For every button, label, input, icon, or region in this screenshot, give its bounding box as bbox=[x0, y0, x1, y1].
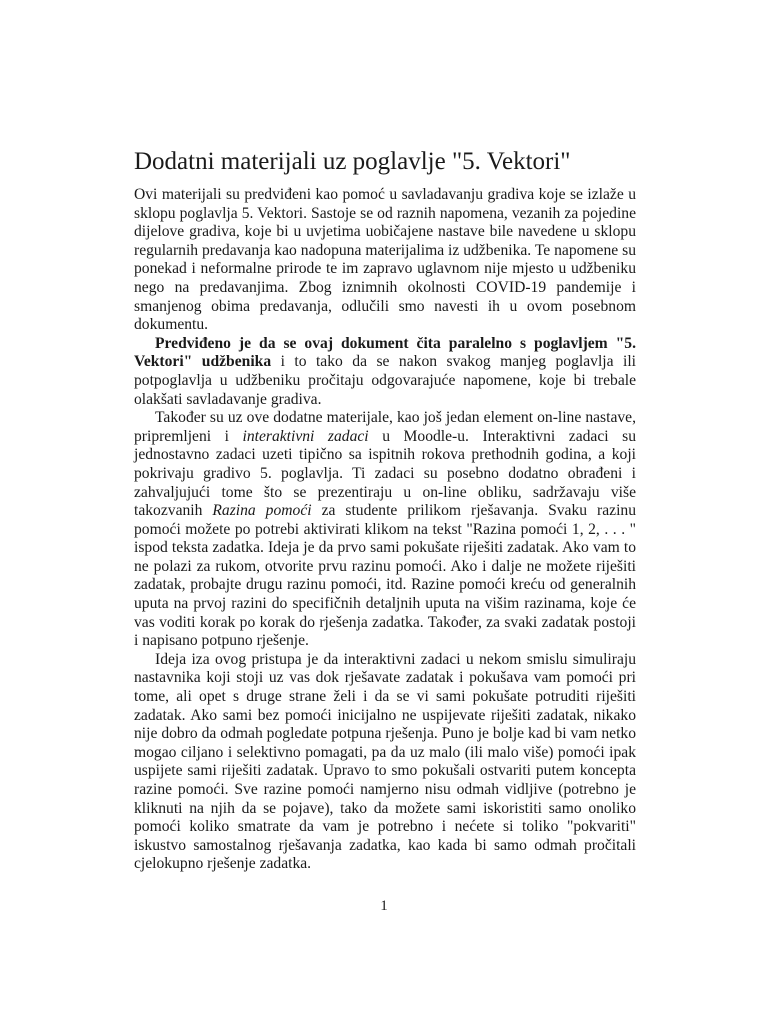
paragraph-interactive-tasks bbox=[134, 409, 636, 651]
interactive-tasks-term: interaktivni zadaci bbox=[242, 427, 369, 445]
interactive-tasks-text-a: Također su uz ove dodatne materijale, kao još jedan element on-line nastave, pripremljeni i bbox=[134, 409, 636, 445]
paragraph-reading-instructions bbox=[134, 335, 636, 409]
page-number: 1 bbox=[380, 898, 388, 914]
reading-instructions-emphasis: Predviđeno je da se ovaj dokument čita paralelno s poglavljem "5. Vektori" udžbenika bbox=[134, 334, 636, 371]
approach-idea-text: Ideja iza ovog pristupa je da interaktivni zadaci u nekom smislu simuliraju nastavnika koji stoji uz vas dok rješavate zadatak i pokušava vam pomoći pri tome, ali opet s druge strane želi i da se vi sami pokušate potruditi riješiti zadatak. Ako sami bez pomoći inicijalno ne uspijevate riješiti zadatak, nikako nije dobro da odmah pogledate potpuna rješenja. Puno je bolje kad bi vam netko mogao ciljano i selektivno pomagati, pa da uz malo (ili malo više) pomoći ipak uspijete sami riješiti zadatak. Upravo to smo pokušali ostvariti putem koncepta razine pomoći. Sve razine pomoći namjerno nisu odmah vidljive (potrebno je kliknuti na njih da se pojave), tako da možete sami iskoristiti samo onoliko pomoći koliko smatrate da vam je potrebno i nećete si toliko "pokvariti" iskustvo samostalnog rješavanja zadatka, kao kada bi samo odmah pročitali cjelokupno rješenje zadatka. bbox=[134, 650, 636, 873]
paragraph-approach-idea bbox=[134, 651, 636, 874]
interactive-tasks-text-c: za studente prilikom rješavanja. Svaku razinu pomoći možete po potrebi aktivirati klikom na tekst "Razina pomoći 1, 2, . . . " ispod teksta zadatka. Ideja je da prvo sami pokušate riješiti zadatak. Ako vam to ne polazi za rukom, otvorite prvu razinu pomoći. Ako i dalje ne možete riješiti zadatak, probajte drugu razinu pomoći, itd. Razine pomoći kreću od generalnih uputa na prvoj razini do specifičnih detaljnih uputa na višim razinama, koje će vas voditi korak po korak do rješenja zadatka. Također, za svaki zadatak postoji i napisano potpuno rješenje. bbox=[134, 502, 636, 650]
interactive-tasks-text-b: u Moodle-u. Interaktivni zadaci su jednostavno zadaci uzeti tipično sa ispitnih rokova prethodnih godina, a koji pokrivaju gradivo 5. poglavlja. Ti zadaci su posebno dodatno obrađeni i zahvaljujući tome što se prezentiraju u on-line obliku, sadržavaju više takozvanih bbox=[134, 427, 636, 520]
reading-instructions-text: i to tako da se nakon svakog manjeg poglavlja ili potpoglavlja u udžbeniku pročitaju odgovarajuće napomene, koje bi trebale olakšati savladavanje gradiva. bbox=[134, 353, 636, 408]
paragraph-intro-text: Ovi materijali su predviđeni kao pomoć u savladavanju gradiva koje se izlaže u sklopu poglavlja 5. Vektori. Sastoje se od raznih napomena, vezanih za pojedine dijelove gradiva, koje bi u uvjetima uobičajene nastave bile navedene u sklopu regularnih predavanja kao nadopuna materijalima iz udžbenika. Te napomene su ponekad i neformalne prirode te im zapravo uglavnom nije mjesto u udžbeniku nego na predavanjima. Zbog iznimnih okolnosti COVID-19 pandemije i smanjenog obima predavanja, odlučili smo navesti ih u ovom posebnom dokumentu. bbox=[134, 186, 636, 334]
document-body bbox=[134, 186, 636, 874]
paragraph-intro bbox=[134, 186, 636, 335]
help-levels-term: Razina pomoći bbox=[212, 502, 312, 520]
page-title: Dodatni materijali uz poglavlje "5. Vektori" bbox=[134, 148, 571, 175]
